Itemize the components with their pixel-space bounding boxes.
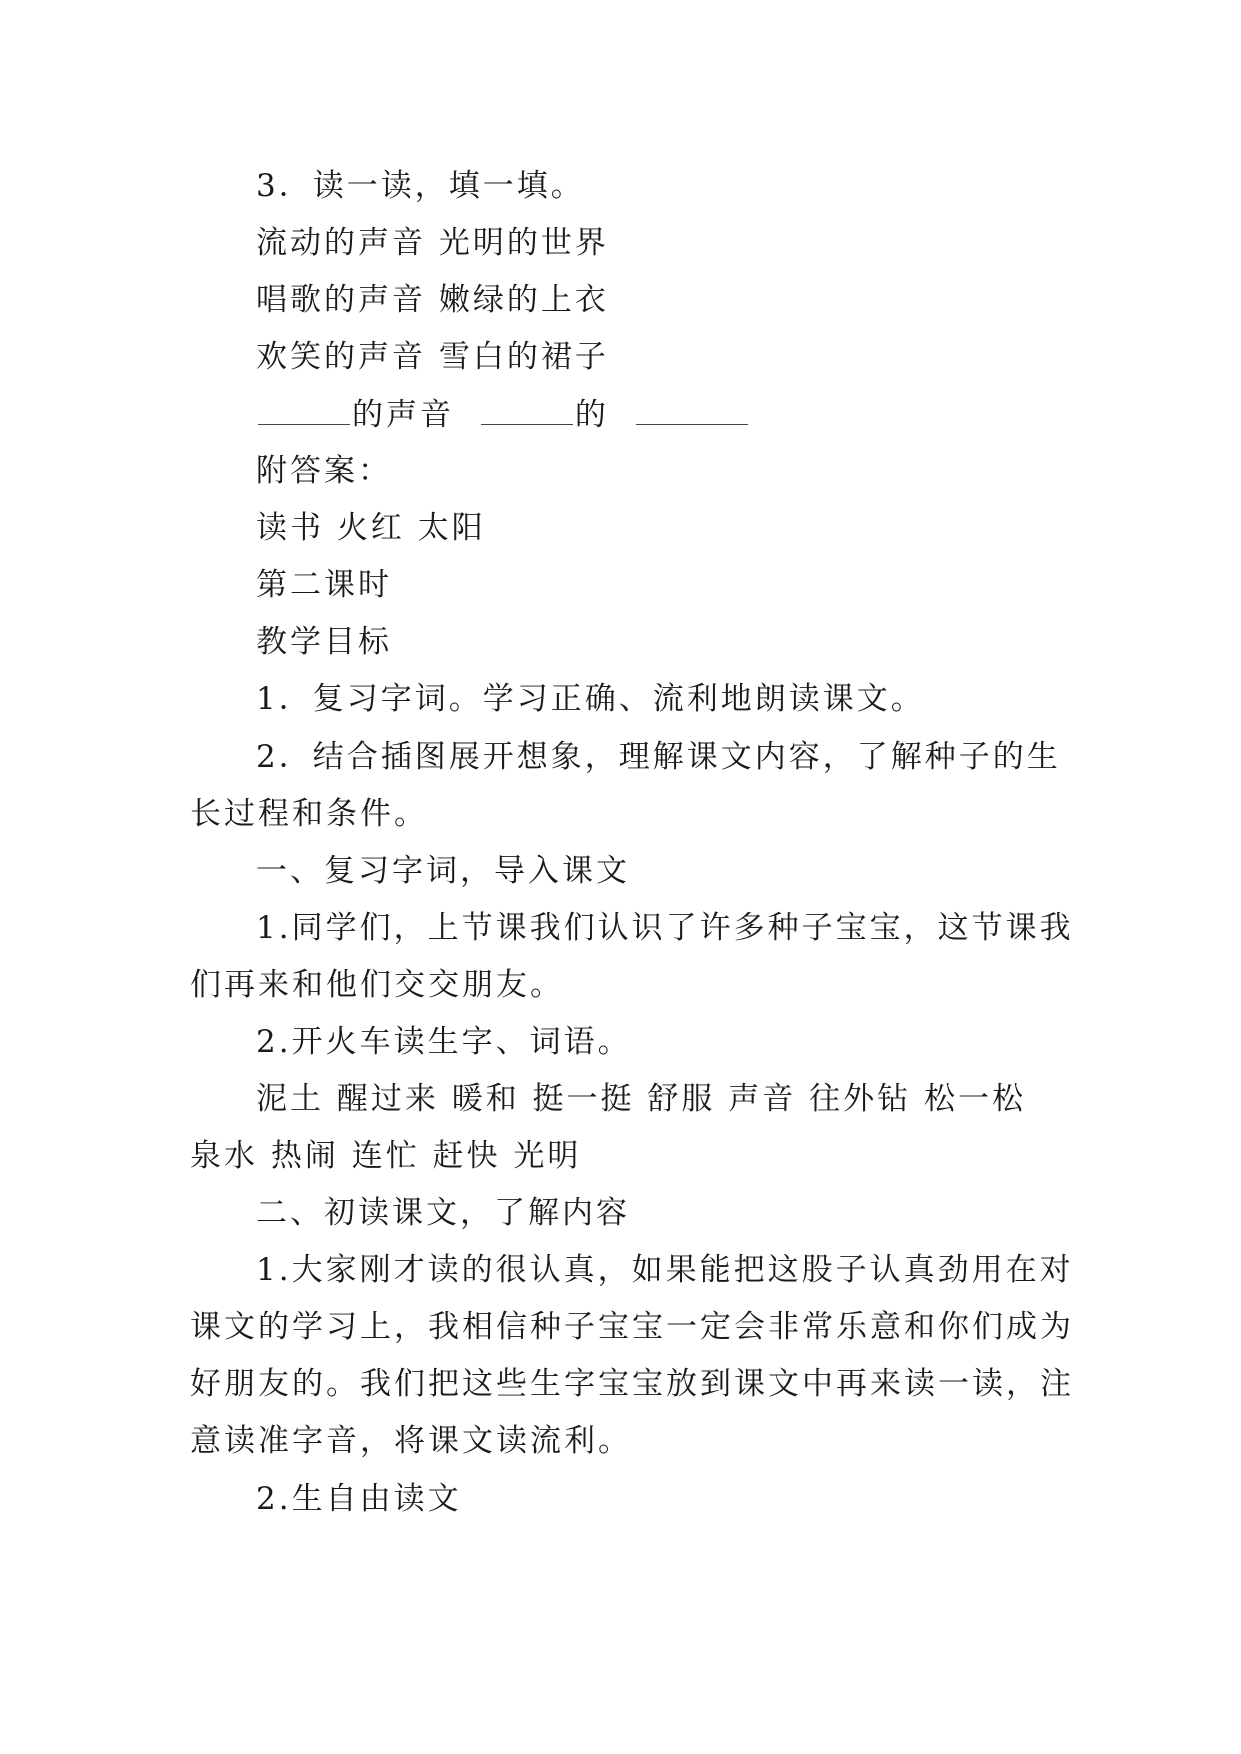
fill-text-2: 的 xyxy=(574,397,609,433)
fill-text-1: 的声音 xyxy=(352,397,454,433)
phrase-row-2: 唱歌的声音 嫩绿的上衣 xyxy=(256,282,609,318)
word-list-line-1: 泥土 醒过来 暖和 挺一挺 舒服 声音 往外钻 松一松 xyxy=(256,1081,1026,1117)
answer-heading: 附答案： xyxy=(256,453,392,489)
paragraph-3-line-3: 好朋友的。我们把这些生字宝宝放到课文中再来读一读，注 xyxy=(190,1366,1074,1402)
exercise-heading: 3．读一读，填一填。 xyxy=(256,168,585,204)
paragraph-3-line-1: 1.大家刚才读的很认真，如果能把这股子认真劲用在对 xyxy=(256,1252,1074,1288)
goal-item-2-line-1: 2．结合插图展开想象，理解课文内容，了解种子的生 xyxy=(256,739,1061,775)
paragraph-3-line-4: 意读准字音，将课文读流利。 xyxy=(190,1423,632,1459)
phrase-row-3: 欢笑的声音 雪白的裙子 xyxy=(256,339,609,375)
section-heading-2: 二、初读课文，了解内容 xyxy=(256,1195,630,1231)
fill-in-blank-row xyxy=(256,394,750,435)
section-heading-1: 一、复习字词，导入课文 xyxy=(256,853,630,889)
word-list-line-2: 泉水 热闹 连忙 赶快 光明 xyxy=(190,1138,582,1174)
blank-line-1 xyxy=(258,394,350,425)
paragraph-4: 2.生自由读文 xyxy=(256,1481,462,1517)
answer-text: 读书 火红 太阳 xyxy=(256,510,486,546)
blank-line-2 xyxy=(481,394,573,425)
goal-item-2-line-2: 长过程和条件。 xyxy=(190,796,428,832)
paragraph-1-line-1: 1.同学们，上节课我们认识了许多种子宝宝，这节课我 xyxy=(256,910,1074,946)
lesson-title: 第二课时 xyxy=(256,567,392,603)
phrase-row-1: 流动的声音 光明的世界 xyxy=(256,225,609,261)
paragraph-2: 2.开火车读生字、词语。 xyxy=(256,1024,632,1060)
section-heading-goals: 教学目标 xyxy=(256,624,392,660)
blank-line-3 xyxy=(636,394,748,425)
paragraph-3-line-2: 课文的学习上，我相信种子宝宝一定会非常乐意和你们成为 xyxy=(190,1309,1074,1345)
paragraph-1-line-2: 们再来和他们交交朋友。 xyxy=(190,967,564,1003)
goal-item-1: 1．复习字词。学习正确、流利地朗读课文。 xyxy=(256,681,925,717)
